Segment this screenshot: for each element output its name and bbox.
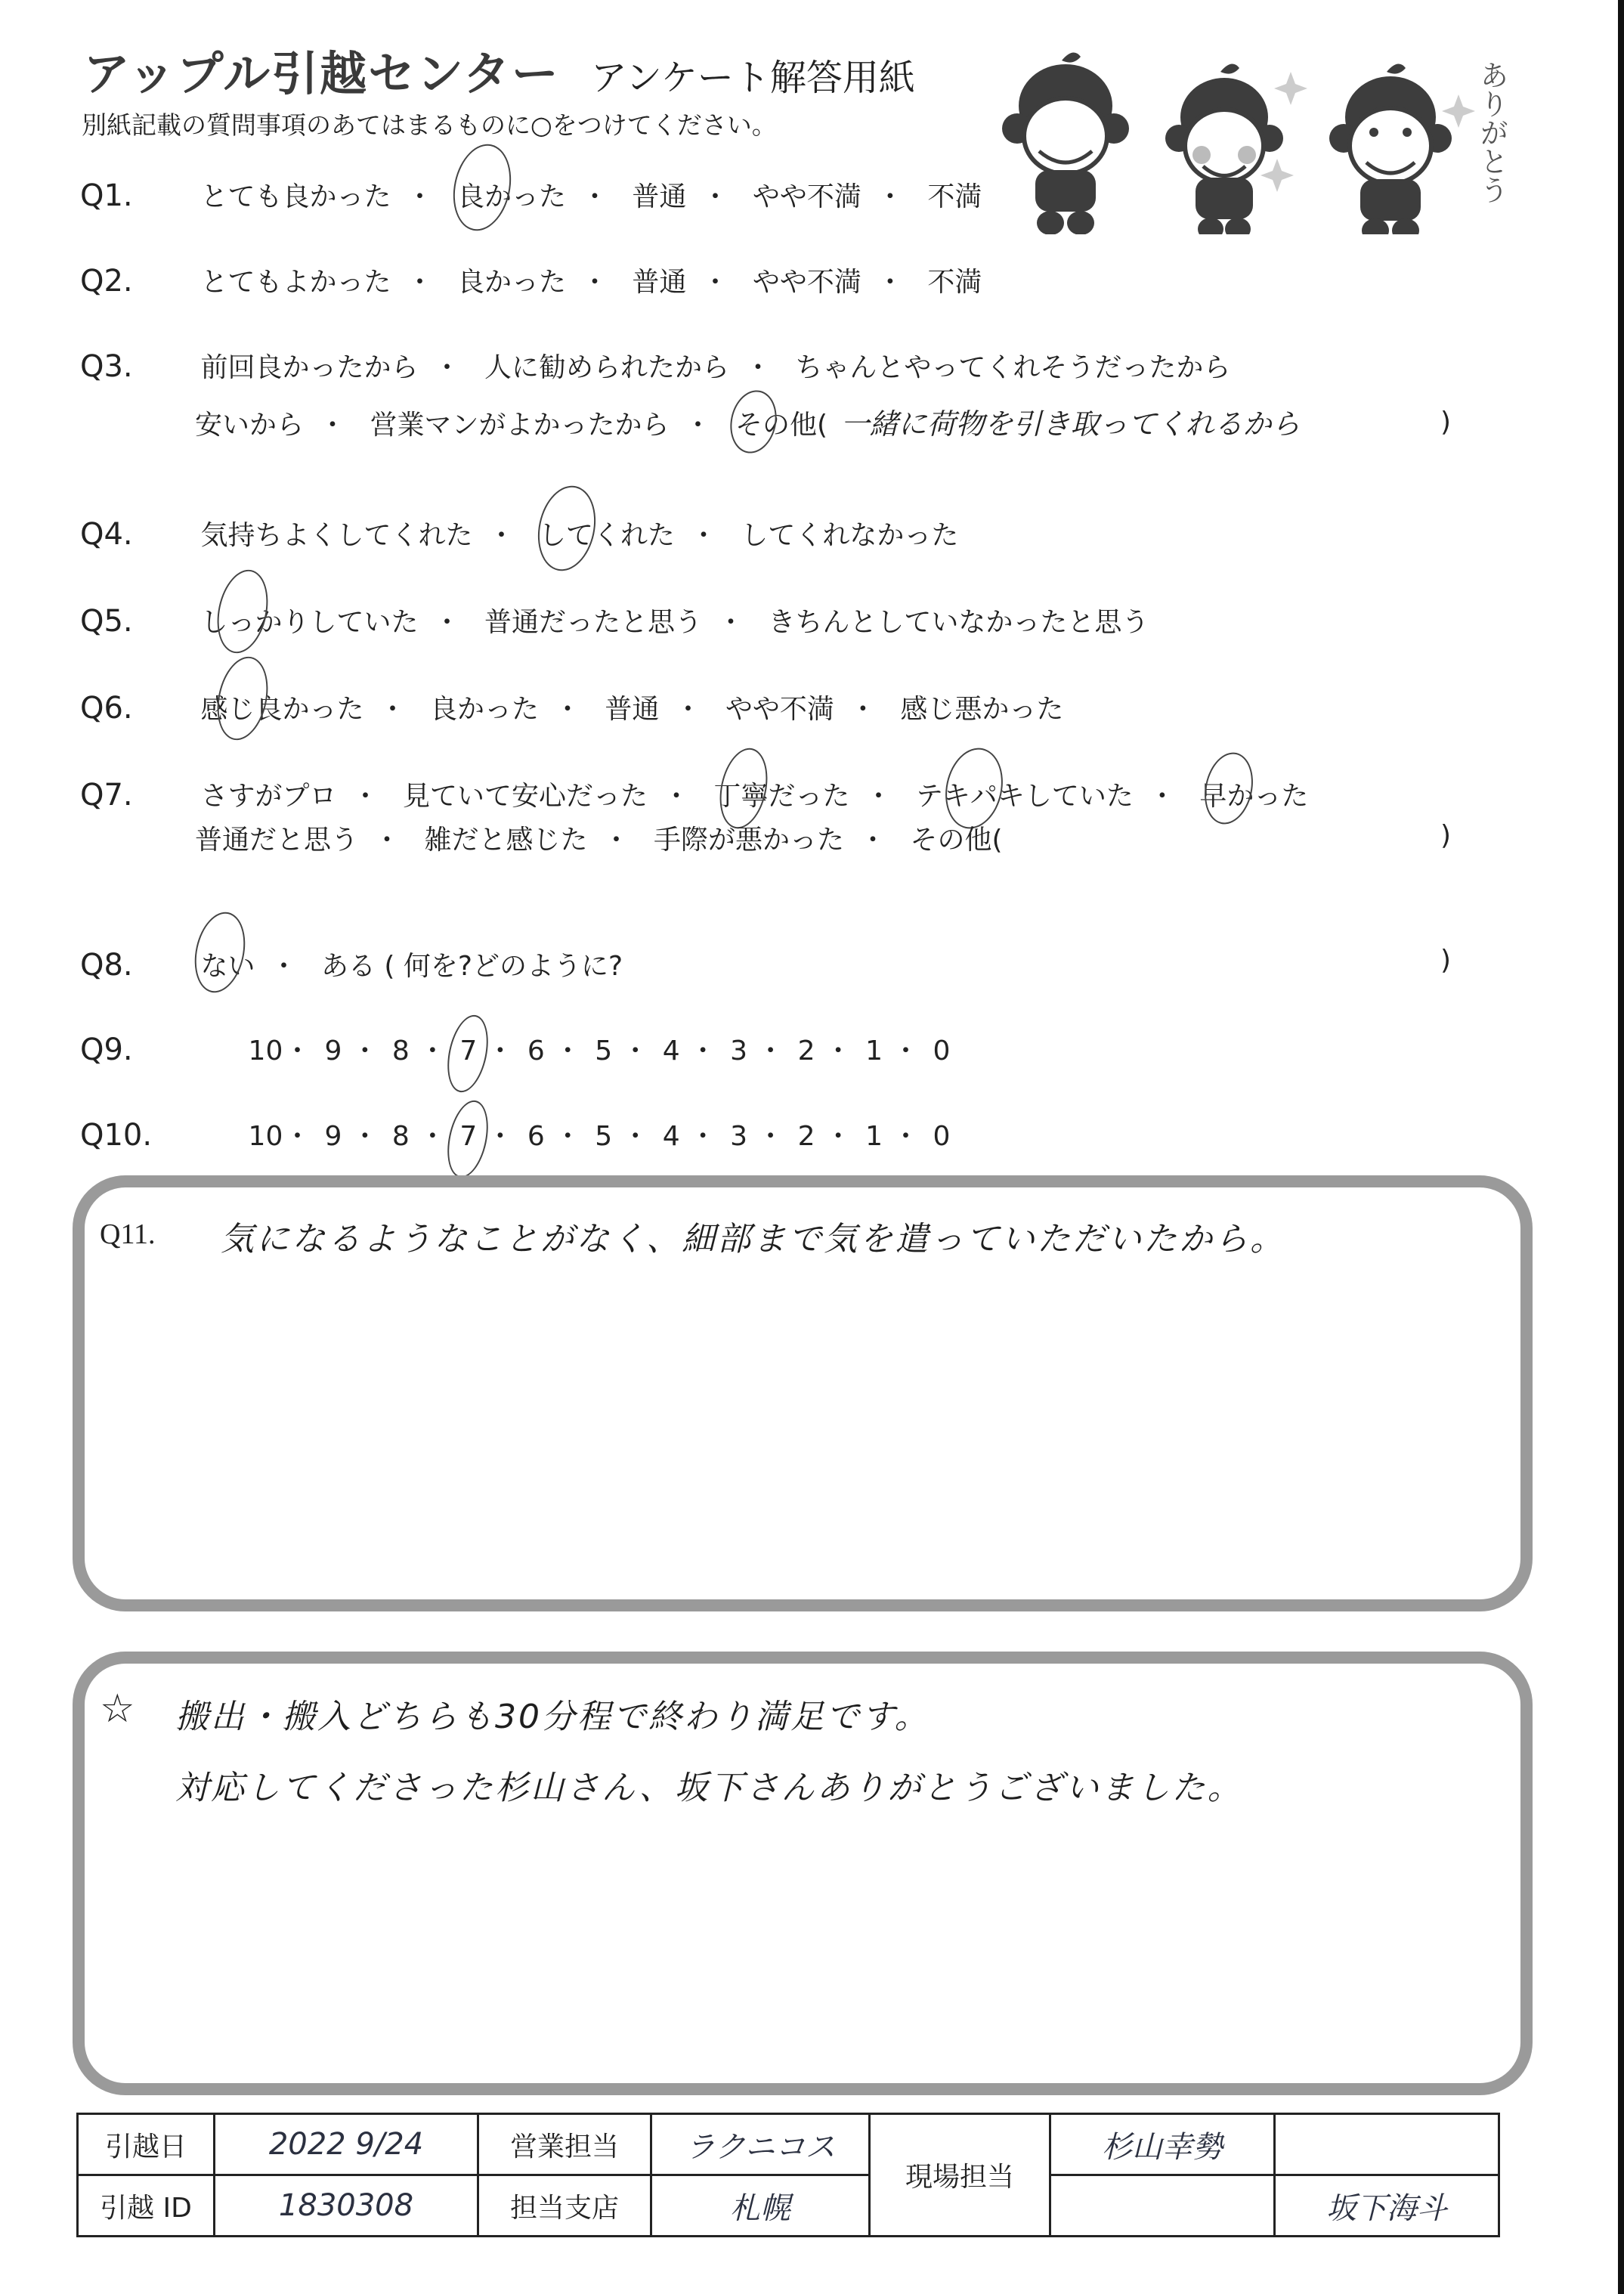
separator: ・ [824,1121,852,1152]
site-staff-empty-cell[interactable] [1275,2114,1499,2175]
score-2[interactable]: 2 [797,1121,815,1152]
score-9[interactable]: 9 [324,1121,342,1152]
option-label: 良かった [456,181,566,212]
option-label: しっかりしていた [200,607,419,638]
question-q3 [80,346,1452,441]
separator: ・ [486,1036,514,1067]
score-7[interactable] [450,1121,487,1152]
star-icon: ☆ [100,1688,135,1731]
score-label: 7 [459,1121,478,1152]
move-id-value[interactable]: 1830308 [215,2175,478,2237]
separator: ・ [716,607,744,638]
option-slightly-dissatisfied[interactable]: やや不満 [752,267,861,298]
score-10[interactable]: 10 [248,1036,283,1067]
comment-line-2[interactable]: 対応してくださった杉山さん、坂下さんありがとうございました。 [175,1769,1243,1807]
separator: ・ [419,1121,447,1152]
option-did[interactable] [539,514,675,553]
score-4[interactable]: 4 [662,1036,680,1067]
close-paren: ) [1440,407,1452,438]
question-q2 [80,261,982,299]
mascot-caption: ありがとう [1475,60,1508,204]
option-label: ない [200,951,255,982]
score-1[interactable]: 1 [865,1121,883,1152]
option-unpleasant[interactable]: 感じ悪かった [900,694,1064,725]
question-number: Q6. [80,691,133,726]
mascot-3-icon [1329,64,1452,234]
score-10[interactable]: 10 [248,1121,283,1152]
close-paren: ) [1440,820,1452,851]
q11-answer-text[interactable]: 気になるようなことがなく、細部まで気を遣っていただいたから。 [221,1220,1286,1258]
option-good[interactable]: 良かった [456,267,566,298]
separator: ・ [689,1036,717,1067]
option-previous-good[interactable]: 前回良かったから [200,352,419,383]
comments-box[interactable] [73,1652,1533,2095]
option-salesperson-good[interactable]: 営業マンがよかったから [370,410,670,441]
option-label: してくれた [538,520,675,551]
option-dissatisfied[interactable]: 不満 [927,181,982,212]
site-staff-2[interactable]: 坂下海斗 [1275,2175,1499,2237]
option-recommended[interactable]: 人に勧められたから [484,352,729,383]
option-some[interactable]: ある ( 何を?どのように? [320,951,623,982]
separator: ・ [580,181,608,212]
option-sloppy[interactable]: 雑だと感じた [424,825,588,856]
separator: ・ [554,1036,582,1067]
separator: ・ [553,694,581,725]
site-staff-1[interactable]: 杉山幸勢 [1050,2114,1275,2175]
site-staff-empty-cell[interactable] [1050,2175,1275,2237]
option-label: 丁寧だった [713,781,850,812]
option-good[interactable] [457,175,566,214]
score-8[interactable]: 8 [391,1036,410,1067]
option-solid[interactable] [200,601,418,639]
branch-value[interactable]: 札幌 [651,2175,870,2237]
other-reason-text[interactable]: 一緒に荷物を引き取ってくれるから [840,407,1301,441]
score-3[interactable]: 3 [730,1121,748,1152]
option-label: 早かった [1199,781,1309,812]
separator: ・ [373,825,401,856]
option-not-proper[interactable]: きちんとしていなかったと思う [768,607,1149,638]
option-none[interactable] [200,945,255,983]
separator: ・ [433,352,461,383]
comment-line-1[interactable]: 搬出・搬入どちらも30分程で終わり満足です。 [175,1698,930,1736]
score-0[interactable]: 0 [933,1036,951,1067]
separator: ・ [876,181,904,212]
question-q5 [80,601,1149,639]
branch-label: 担当支店 [478,2175,651,2237]
score-1[interactable]: 1 [865,1036,883,1067]
scan-edge [1618,0,1624,2294]
separator: ・ [662,781,690,812]
separator: ・ [1148,781,1176,812]
separator: ・ [876,267,904,298]
sales-rep-value[interactable]: ラクニコス [651,2114,870,2175]
question-q8 [80,945,1452,983]
move-date-label: 引越日 [78,2114,215,2175]
question-number: Q8. [80,948,133,983]
option-label: 感じ良かった [200,694,364,725]
question-number: Q1. [80,178,133,213]
question-number: Q3. [80,349,133,384]
mascot-1-icon [1002,53,1129,234]
score-5[interactable]: 5 [595,1121,613,1152]
question-number: Q4. [80,517,133,552]
separator: ・ [674,694,702,725]
option-did-not[interactable]: してくれなかった [741,520,959,551]
option-slightly-dissatisfied[interactable]: やや不満 [752,181,861,212]
separator: ・ [892,1036,920,1067]
option-very-good[interactable]: とてもよかった [200,267,391,298]
question-q4 [80,514,958,553]
option-normal[interactable]: 普通だったと思う [484,607,702,638]
question-q6 [80,688,1063,726]
separator: ・ [433,607,461,638]
question-number: Q7. [80,778,133,813]
score-3[interactable]: 3 [730,1036,748,1067]
sales-rep-label: 営業担当 [478,2114,651,2175]
separator: ・ [351,781,379,812]
q11-label: Q11. [100,1218,156,1250]
separator: ・ [621,1121,649,1152]
separator: ・ [406,181,434,212]
move-date-value[interactable]: 2022 9/24 [215,2114,478,2175]
option-pleasant[interactable] [200,688,363,726]
option-label: テキパキしていた [915,781,1134,812]
score-4[interactable]: 4 [662,1121,680,1152]
option-seemed-reliable[interactable]: ちゃんとやってくれそうだったから [795,352,1231,383]
separator: ・ [892,1121,920,1152]
option-fast[interactable] [1199,775,1308,813]
site-staff-label: 現場担当 [870,2114,1050,2237]
move-id-label: 引越 ID [78,2175,215,2237]
score-9[interactable]: 9 [324,1036,342,1067]
question-q9 [80,1029,960,1068]
option-other[interactable] [735,404,827,442]
move-info-table [76,2113,1500,2237]
separator: ・ [756,1036,784,1067]
separator: ・ [379,694,407,725]
separator: ・ [283,1121,311,1152]
company-logo-text: アップル引越センター [83,46,560,101]
score-0[interactable]: 0 [933,1121,951,1152]
separator: ・ [351,1121,379,1152]
separator: ・ [684,410,712,441]
option-reassuring[interactable]: 見ていて安心だった [402,781,648,812]
separator: ・ [554,1121,582,1152]
score-2[interactable]: 2 [797,1036,815,1067]
mascot-illustration [990,45,1519,234]
separator: ・ [756,1121,784,1152]
separator: ・ [419,1036,447,1067]
option-normal[interactable]: 普通 [632,267,687,298]
option-slightly-dissatisfied[interactable]: やや不満 [725,694,834,725]
question-number: Q2. [80,264,133,299]
option-efficient[interactable] [916,775,1134,813]
question-number: Q5. [80,604,133,639]
separator: ・ [580,267,608,298]
question-q7-line2 [195,819,1003,857]
question-q7 [80,775,1452,856]
option-cheap[interactable]: 安いから [195,410,305,441]
separator: ・ [351,1036,379,1067]
question-q1 [80,175,982,214]
question-q3-line2 [195,401,1300,442]
option-label: その他( [735,410,828,441]
option-normal[interactable]: 普通 [605,694,660,725]
question-number: Q10. [80,1118,153,1153]
question-number: Q9. [80,1032,133,1067]
separator: ・ [621,1036,649,1067]
option-very-good[interactable]: とても良かった [200,181,391,212]
option-pleasant[interactable]: 気持ちよくしてくれた [200,520,473,551]
score-6[interactable]: 6 [527,1036,545,1067]
separator: ・ [701,181,729,212]
separator: ・ [487,520,515,551]
option-clumsy[interactable]: 手際が悪かった [653,825,844,856]
separator: ・ [865,781,892,812]
separator: ・ [689,1121,717,1152]
separator: ・ [406,267,434,298]
question-q10 [80,1115,960,1153]
score-7[interactable] [450,1036,487,1067]
option-ordinary[interactable]: 普通だと思う [195,825,359,856]
q11-answer-box[interactable] [73,1175,1533,1611]
separator: ・ [283,1036,311,1067]
instruction-text: 別紙記載の質問事項のあてはまるものに○をつけてください。 [82,110,777,140]
separator: ・ [858,825,886,856]
mascot-2-icon [1165,64,1283,234]
separator: ・ [849,694,877,725]
separator: ・ [270,951,298,982]
sheet-title: アンケート解答用紙 [590,57,915,99]
option-other[interactable]: その他( [910,825,1003,856]
separator: ・ [701,267,729,298]
separator: ・ [602,825,630,856]
form-header [83,36,915,104]
close-paren: ) [1440,945,1452,976]
score-label: 7 [459,1036,478,1067]
score-6[interactable]: 6 [527,1121,545,1152]
separator: ・ [319,410,347,441]
option-careful[interactable] [713,775,849,813]
separator: ・ [486,1121,514,1152]
option-good[interactable]: 良かった [429,694,539,725]
score-5[interactable]: 5 [595,1036,613,1067]
separator: ・ [689,520,717,551]
option-dissatisfied[interactable]: 不満 [927,267,982,298]
separator: ・ [824,1036,852,1067]
option-professional[interactable]: さすがプロ [200,781,337,812]
score-8[interactable]: 8 [391,1121,410,1152]
option-normal[interactable]: 普通 [632,181,687,212]
separator: ・ [744,352,772,383]
